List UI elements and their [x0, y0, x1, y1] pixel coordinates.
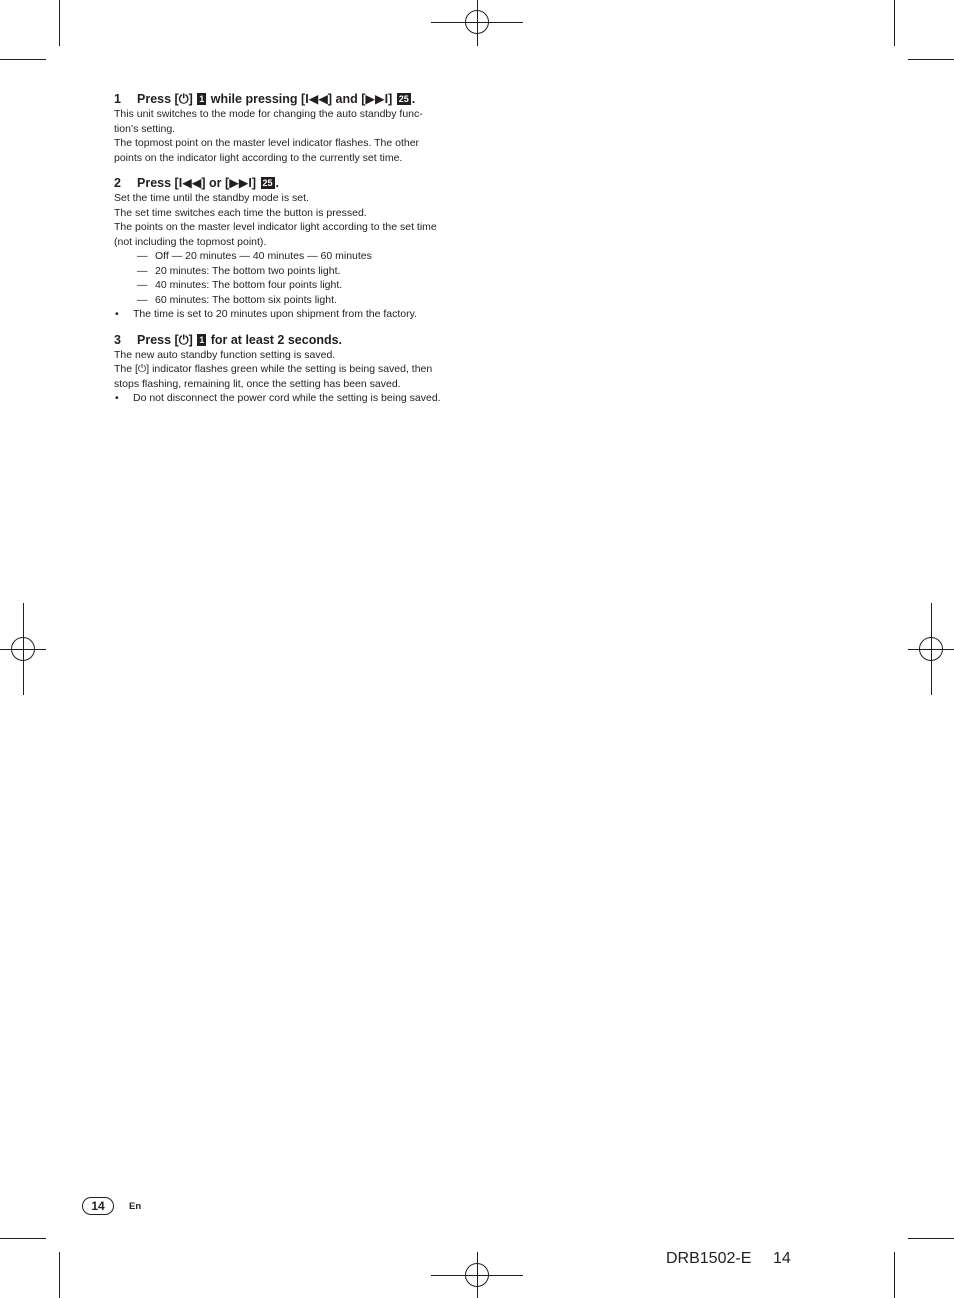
callout-number-box: 25 — [398, 94, 409, 104]
list-item-text: 60 minutes: The bottom six points light. — [155, 293, 337, 306]
step-number: 1 — [114, 92, 121, 106]
body-text: The set time switches each time the button is pressed. — [114, 206, 367, 219]
body-text: The new auto standby function setting is saved. — [114, 348, 336, 361]
heading-text: ] or [ — [201, 176, 230, 190]
step-2 — [114, 175, 484, 322]
heading-text: Press [ — [137, 176, 179, 190]
page-number-badge: 14 — [82, 1197, 114, 1215]
dash-list — [114, 249, 484, 307]
body-text: stops flashing, remaining lit, once the setting has been saved. — [114, 377, 401, 390]
bullet-note: • Do not disconnect the power cord while the setting is being saved. — [115, 392, 441, 404]
bullet-text: The time is set to 20 minutes upon shipment from the factory. — [133, 308, 418, 320]
callout-number-box: 1 — [199, 94, 205, 104]
list-item: — 40 minutes: The bottom four points light. — [137, 279, 343, 291]
callout-number-box: 25 — [262, 178, 273, 188]
heading-text: Press [ — [137, 332, 179, 347]
step-1 — [114, 91, 484, 165]
body-text: tion’s setting. — [114, 122, 176, 135]
power-icon: ⏻ — [178, 92, 189, 106]
body-text: points on the indicator light according to the currently set time. — [114, 151, 403, 164]
heading-text: ] — [188, 92, 197, 106]
step-heading — [114, 332, 484, 348]
heading-text: Press [ — [137, 92, 179, 106]
callout-number-box: 1 — [199, 334, 205, 345]
document-page: 14 — [773, 1250, 791, 1267]
list-item-text: 40 minutes: The bottom four points light. — [155, 279, 343, 291]
skip-back-icon: I◀◀ — [178, 176, 202, 190]
heading-text: for at least 2 seconds. — [207, 332, 343, 347]
bullet-text: Do not disconnect the power cord while the setting is being saved. — [133, 392, 441, 404]
heading-text: while pressing [ — [207, 92, 306, 106]
body-text: This unit switches to the mode for changing the auto standby func- — [114, 108, 423, 120]
power-icon: ⏻ — [178, 332, 189, 347]
bullet-note: • The time is set to 20 minutes upon shipment from the factory. — [115, 308, 418, 320]
list-item: — Off — 20 minutes — 40 minutes — 60 minutes — [137, 250, 372, 262]
step-heading — [114, 175, 484, 191]
heading-text: ] — [251, 176, 260, 190]
list-item: — 20 minutes: The bottom two points light. — [137, 264, 341, 277]
instructions — [114, 91, 484, 406]
list-item-text: Off — 20 minutes — 40 minutes — 60 minutes — [155, 250, 372, 262]
language-label: En — [129, 1201, 142, 1212]
body-text: The points on the master level indicator light according to the set time — [114, 221, 437, 233]
body-text: The [⏻] indicator flashes green while the setting is being saved, then — [114, 363, 433, 375]
step-number: 3 — [114, 332, 121, 347]
heading-text: . — [275, 176, 280, 190]
list-item: — 60 minutes: The bottom six points light. — [137, 293, 337, 306]
skip-forward-icon: ▶▶I — [229, 176, 252, 190]
heading-text: ] and [ — [327, 92, 366, 106]
list-item-text: 20 minutes: The bottom two points light. — [155, 264, 341, 277]
step-3 — [114, 332, 484, 406]
step-heading — [114, 91, 484, 107]
step-number: 2 — [114, 176, 121, 190]
body-text: Set the time until the standby mode is set. — [114, 192, 309, 204]
body-text: (not including the topmost point). — [114, 235, 267, 248]
skip-forward-icon: ▶▶I — [365, 92, 389, 106]
body-text: The topmost point on the master level indicator flashes. The other — [114, 137, 420, 149]
heading-text: ] — [388, 92, 396, 106]
heading-text: ] — [188, 332, 197, 347]
heading-text: . — [411, 92, 416, 106]
skip-back-icon: I◀◀ — [305, 92, 328, 106]
document-id: DRB1502-E — [666, 1250, 752, 1267]
